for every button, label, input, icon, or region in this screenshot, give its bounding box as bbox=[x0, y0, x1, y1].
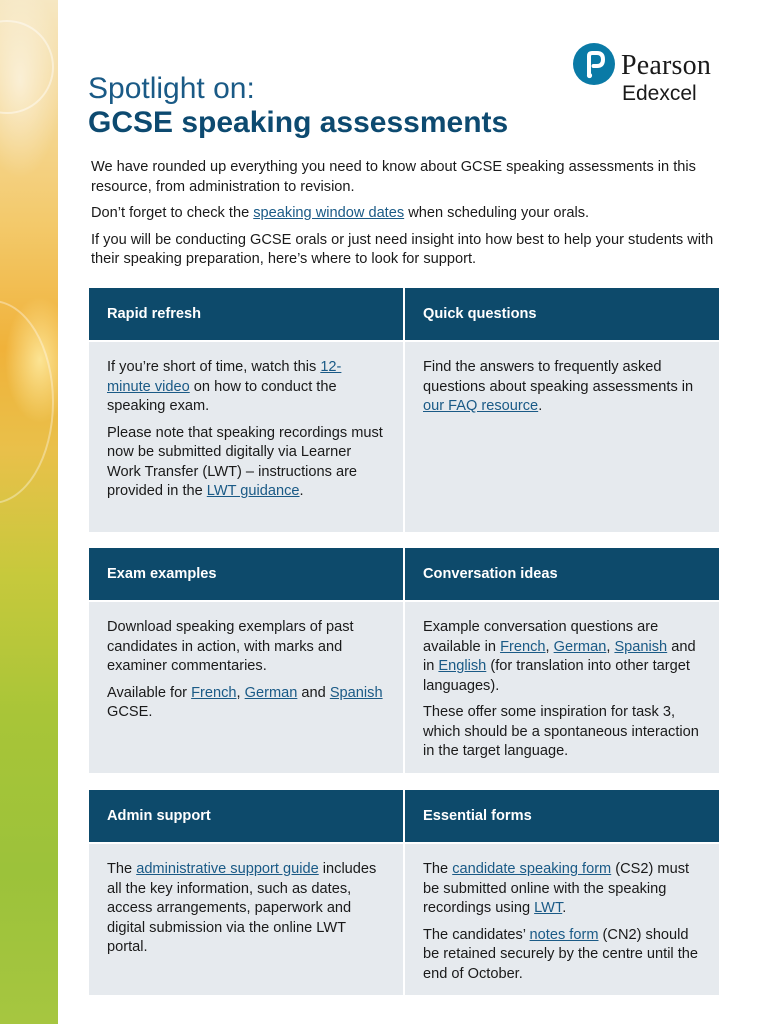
section-row-3 bbox=[89, 790, 719, 995]
intro-paragraph: If you will be conducting GCSE orals or just need insight into how best to help your students with their speaking preparation, here’s where to look for support. bbox=[91, 231, 714, 267]
text: The candidates’ bbox=[423, 926, 530, 943]
text: GCSE. bbox=[107, 704, 153, 720]
section-body-admin-support bbox=[89, 844, 403, 995]
notes-form-link[interactable]: notes form bbox=[529, 926, 599, 943]
text: includes all the key information, such as dates, access arrangements, paperwork and digital submission via the online LWT portal. bbox=[107, 861, 377, 955]
section-heading-exam-examples: Exam examples bbox=[89, 548, 403, 600]
paragraph bbox=[423, 860, 701, 919]
section-row-2 bbox=[89, 548, 719, 773]
text: on how to conduct the speaking exam. bbox=[107, 378, 337, 414]
section-heading-quick-questions: Quick questions bbox=[405, 288, 719, 340]
section-heading-essential-forms: Essential forms bbox=[405, 790, 719, 842]
decorative-arc bbox=[0, 20, 54, 114]
decorative-side-strip bbox=[0, 0, 58, 1024]
text: . bbox=[299, 483, 304, 499]
spanish-questions-link[interactable]: Spanish bbox=[614, 638, 668, 655]
paragraph bbox=[107, 358, 385, 417]
paragraph bbox=[423, 618, 701, 696]
admin-support-guide-link[interactable]: administrative support guide bbox=[136, 861, 319, 877]
section-body-essential-forms bbox=[405, 844, 719, 995]
text: and bbox=[297, 684, 330, 701]
german-exemplars-link[interactable]: German bbox=[244, 684, 298, 701]
section-heading-conversation-ideas: Conversation ideas bbox=[405, 548, 719, 600]
text: (CN2) should be retained securely by the centre until the end of October. bbox=[423, 926, 699, 982]
page-title-prefix: Spotlight on: bbox=[88, 72, 255, 105]
pearson-logo-icon bbox=[572, 42, 616, 86]
text: and in bbox=[423, 638, 696, 674]
paragraph bbox=[107, 684, 385, 723]
paragraph: Download speaking exemplars of past candidates in action, with marks and examiner commentaries. bbox=[107, 619, 354, 674]
section-row-1 bbox=[89, 288, 719, 532]
text: . bbox=[562, 900, 567, 916]
spanish-exemplars-link[interactable]: Spanish bbox=[329, 684, 383, 701]
paragraph bbox=[107, 860, 385, 958]
speaking-window-dates-link[interactable]: speaking window dates bbox=[253, 205, 405, 221]
text: , bbox=[236, 684, 245, 701]
text: when scheduling your orals. bbox=[404, 205, 590, 221]
text: , bbox=[606, 638, 615, 655]
text: The bbox=[107, 861, 137, 877]
text: . bbox=[538, 398, 543, 414]
lwt-guidance-link[interactable]: LWT guidance bbox=[206, 483, 300, 499]
lwt-link[interactable]: LWT bbox=[534, 900, 563, 916]
french-questions-link[interactable]: French bbox=[500, 638, 546, 655]
intro-text bbox=[91, 158, 721, 277]
page-title: GCSE speaking assessments bbox=[88, 106, 509, 139]
text: (CS2) must be submitted online with the speaking recordings using bbox=[423, 861, 690, 916]
paragraph bbox=[107, 424, 385, 502]
text: Available for bbox=[107, 684, 192, 701]
intro-paragraph: We have rounded up everything you need to know about GCSE speaking assessments in this resource, from administration to revision. bbox=[91, 159, 696, 195]
text: , bbox=[545, 638, 554, 655]
logo-wordmark: Pearson bbox=[621, 50, 712, 81]
faq-resource-link[interactable]: our FAQ resource bbox=[423, 398, 539, 414]
paragraph: These offer some inspiration for task 3, which should be a spontaneous interaction in the target language. bbox=[423, 704, 699, 759]
paragraph bbox=[423, 358, 701, 417]
text: Don’t forget to check the bbox=[91, 205, 254, 221]
text: The bbox=[423, 861, 453, 877]
intro-paragraph bbox=[91, 204, 721, 224]
section-heading-rapid-refresh: Rapid refresh bbox=[89, 288, 403, 340]
text: (for translation into other target languages). bbox=[423, 658, 690, 694]
logo-subwordmark: Edexcel bbox=[622, 82, 697, 105]
candidate-speaking-form-link[interactable]: candidate speaking form bbox=[452, 861, 612, 877]
paragraph bbox=[423, 926, 701, 985]
video-link[interactable]: 12-minute video bbox=[107, 359, 342, 395]
section-body-rapid-refresh bbox=[89, 342, 403, 532]
english-questions-link[interactable]: English bbox=[438, 658, 487, 674]
pearson-edexcel-logo bbox=[572, 42, 732, 105]
german-questions-link[interactable]: German bbox=[553, 638, 607, 655]
french-exemplars-link[interactable]: French bbox=[191, 684, 237, 701]
text: Example conversation questions are available in bbox=[423, 619, 659, 655]
text: If you’re short of time, watch this bbox=[107, 359, 321, 375]
section-heading-admin-support: Admin support bbox=[89, 790, 403, 842]
section-body-quick-questions bbox=[405, 342, 719, 532]
decorative-arc bbox=[0, 300, 54, 504]
text: Please note that speaking recordings must now be submitted digitally via Learner Work Transfer (LWT) – instructions are provided in the bbox=[107, 424, 383, 499]
section-body-exam-examples bbox=[89, 602, 403, 773]
text: Find the answers to frequently asked questions about speaking assessments in bbox=[423, 359, 694, 395]
section-body-conversation-ideas bbox=[405, 602, 719, 773]
